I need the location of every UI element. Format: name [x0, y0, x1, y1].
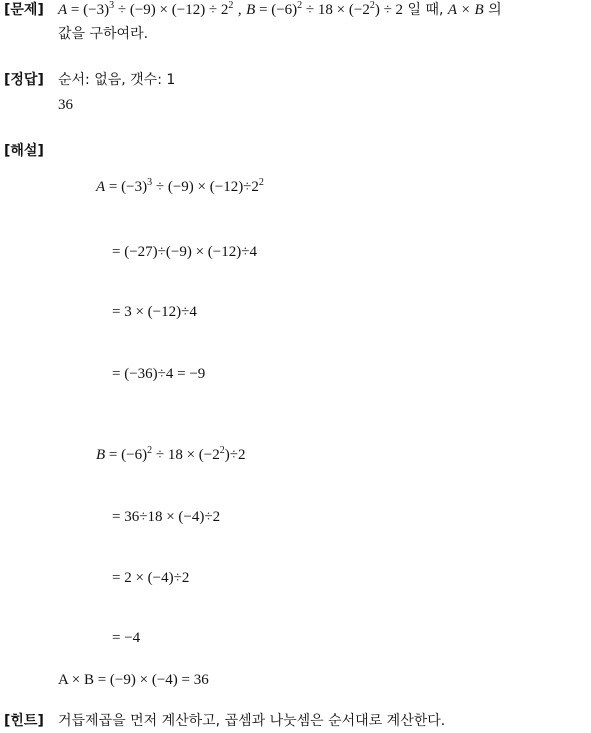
solution-B-step-2: = 2 × (−4)÷2 — [112, 570, 190, 586]
problem-eq-B: $B = (-6)^2 \div 18 \times (-2^2) \div 2$ — [246, 0, 404, 18]
solution-A-step-1: = (−27)÷(−9) × (−12)÷4 — [112, 244, 257, 260]
answer-value: 36 — [58, 97, 73, 113]
solution-A-line-1: $A = (-3)^3 \div (-9) \times (-12)\div 2^2$ — [96, 177, 264, 195]
problem-label: [문제] — [4, 2, 44, 18]
solution-A-step-2: = 3 × (−12)÷4 — [112, 304, 197, 320]
solution-A-step-3: = (−36)÷4 = −9 — [112, 366, 206, 382]
solution-label: [해설] — [4, 143, 44, 159]
solution-B-line-1: $B = (-6)^2 \div 18 \times (-2^2)\div 2$ — [96, 445, 246, 463]
hint-text: 거듭제곱을 먼저 계산하고, 곱셈과 나눗셈은 순서대로 계산한다. — [58, 713, 446, 729]
problem-line-1: $A = (-3)^3 \div (-9) \times (-12) \div 2^2$ , $B = (-6)^2 \div 18 \times (-2^2) \div 2$ 일 때, A × B 의 — [58, 0, 502, 18]
solution-B-step-3: = −4 — [112, 630, 141, 646]
problem-line-2: 값을 구하여라. — [58, 26, 149, 42]
answer-label: [정답] — [4, 72, 44, 88]
hint-label: [힌트] — [4, 713, 44, 729]
answer-line-1: 순서: 없음, 갯수: 1 — [58, 72, 176, 88]
problem-eq-A: $A = (-3)^3 \div (-9) \times (-12) \div 2^2$ — [58, 0, 234, 18]
solution-final: A × B = (−9) × (−4) = 36 — [58, 672, 209, 688]
problem-tail: 일 때, A × B 의 — [407, 2, 502, 18]
solution-B-step-1: = 36÷18 × (−4)÷2 — [112, 509, 221, 525]
